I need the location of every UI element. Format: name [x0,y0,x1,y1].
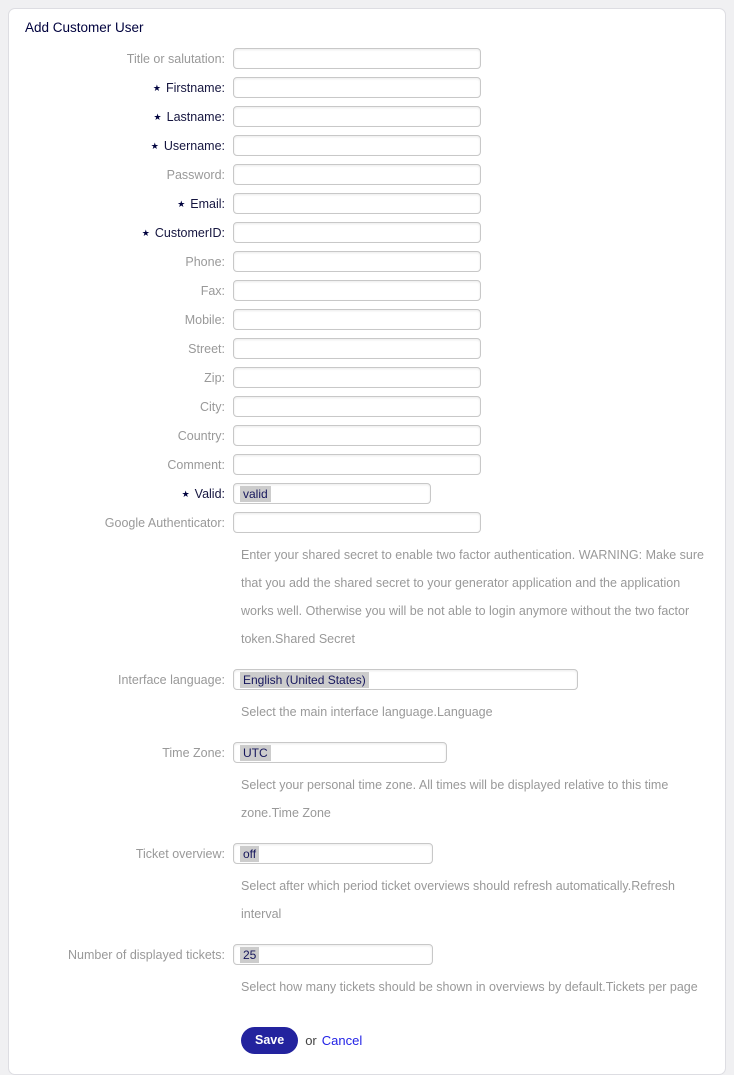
country-row [9,425,709,446]
interface-language-help: Select the main interface language.Language [241,705,493,719]
valid-select[interactable] [233,483,431,504]
form-footer [241,1027,725,1054]
number-of-displayed-tickets-select[interactable] [233,944,433,965]
widget-header [9,9,725,35]
interface-language-label: Interface language: [117,673,225,687]
fax-input[interactable] [233,280,481,301]
google-authenticator-input[interactable] [233,512,481,533]
password-input[interactable] [233,164,481,185]
street-row [9,338,709,359]
number-of-displayed-tickets-selected-value: 25 [240,947,259,963]
firstname-input[interactable] [233,77,481,98]
firstname-label: ★ Firstname: [152,81,225,95]
time-zone-help: Select your personal time zone. All times will be displayed relative to this time zone.Time Zone [241,778,669,820]
page-title: Add Customer User [25,20,144,35]
zip-label: Zip: [204,371,225,385]
required-star-icon: ★ [181,489,190,499]
interface-language-select[interactable] [233,669,578,690]
required-star-icon: ★ [177,199,186,209]
username-row [9,135,709,156]
title-or-salutation-input[interactable] [233,48,481,69]
email-input[interactable] [233,193,481,214]
ticket-overview-help: Select after which period ticket overviews should refresh automatically.Refresh interval [241,879,675,921]
lastname-input[interactable] [233,106,481,127]
google-authenticator-help: Enter your shared secret to enable two factor authentication. WARNING: Make sure that you add the shared secret to your generator application and the application works well. Otherwise you will be not able to login anymore without the two factor token.Shared Secret [241,548,704,646]
required-star-icon: ★ [152,83,161,93]
comment-label: Comment: [167,458,225,472]
firstname-row [9,77,709,98]
country-input[interactable] [233,425,481,446]
number-of-displayed-tickets-help: Select how many tickets should be shown in overviews by default.Tickets per page [241,980,698,994]
interface-language-selected-value: English (United States) [240,672,369,688]
number-of-displayed-tickets-row [9,944,709,965]
phone-row [9,251,709,272]
city-label: City: [200,400,225,414]
mobile-input[interactable] [233,309,481,330]
password-row [9,164,709,185]
time-zone-selected-value: UTC [240,745,271,761]
city-row [9,396,709,417]
customer-id-input[interactable] [233,222,481,243]
username-label: ★ Username: [150,139,225,153]
valid-label: ★ Valid: [181,487,225,501]
city-input[interactable] [233,396,481,417]
valid-row [9,483,709,504]
phone-input[interactable] [233,251,481,272]
time-zone-row [9,742,709,763]
country-label: Country: [177,429,225,443]
street-input[interactable] [233,338,481,359]
time-zone-label: Time Zone: [162,746,225,760]
required-star-icon: ★ [150,141,159,151]
required-star-icon: ★ [153,112,162,122]
or-text: or [305,1033,317,1048]
ticket-overview-select[interactable] [233,843,433,864]
google-authenticator-label: Google Authenticator: [104,516,225,530]
zip-row [9,367,709,388]
comment-row [9,454,709,475]
phone-label: Phone: [185,255,225,269]
customer-id-label: ★ CustomerID: [141,226,225,240]
add-customer-user-widget [8,8,726,1075]
email-label: ★ Email: [177,197,225,211]
title-or-salutation-label: Title or salutation: [126,52,225,66]
number-of-displayed-tickets-label: Number of displayed tickets: [67,948,225,962]
customer-user-form [9,35,725,1001]
ticket-overview-row [9,843,709,864]
valid-selected-value: valid [240,486,271,502]
username-input[interactable] [233,135,481,156]
fax-row [9,280,709,301]
email-row [9,193,709,214]
title-or-salutation-row [9,48,709,69]
customer-id-row [9,222,709,243]
time-zone-select[interactable] [233,742,447,763]
fax-label: Fax: [200,284,225,298]
lastname-row [9,106,709,127]
mobile-row [9,309,709,330]
password-label: Password: [166,168,225,182]
ticket-overview-selected-value: off [240,846,259,862]
ticket-overview-label: Ticket overview: [135,847,225,861]
cancel-link[interactable]: Cancel [321,1033,363,1048]
comment-input[interactable] [233,454,481,475]
mobile-label: Mobile: [184,313,225,327]
street-label: Street: [188,342,225,356]
lastname-label: ★ Lastname: [153,110,225,124]
interface-language-row [9,669,709,690]
zip-input[interactable] [233,367,481,388]
save-button[interactable]: Save [241,1027,298,1054]
required-star-icon: ★ [141,228,150,238]
google-authenticator-row [9,512,709,533]
